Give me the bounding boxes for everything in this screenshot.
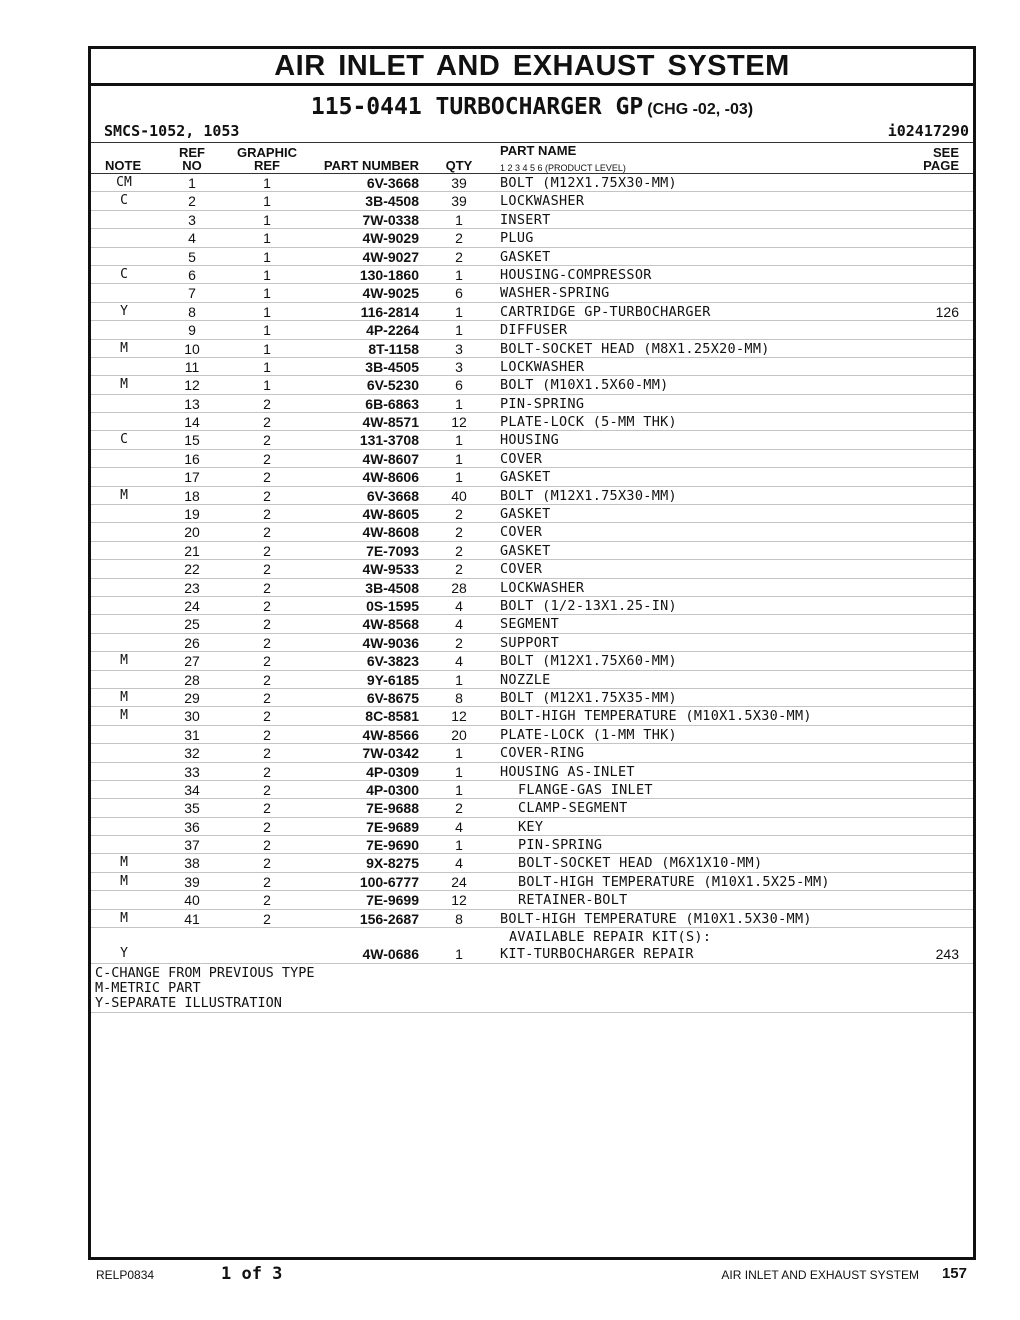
part-name-cell: HOUSING AS-INLET (500, 763, 635, 780)
table-row (91, 211, 973, 229)
ref-no-cell: 1 (188, 175, 196, 191)
ref-no-cell: 34 (184, 781, 200, 798)
part-number-cell: 7W-0342 (362, 745, 419, 762)
table-row (91, 174, 973, 192)
legend-metric: M-METRIC PART (95, 979, 201, 996)
ref-no-cell: 4 (188, 230, 196, 247)
part-name-cell: HOUSING (500, 432, 559, 449)
note-cell: M (120, 910, 128, 926)
note-cell: M (120, 689, 128, 705)
ref-no-cell: 40 (184, 892, 200, 909)
part-name-cell: PIN-SPRING (518, 837, 603, 854)
note-cell: C (120, 266, 128, 282)
ref-no-cell: 27 (184, 653, 200, 670)
qty-cell: 6 (455, 377, 463, 394)
part-name-cell: GASKET (500, 506, 551, 523)
part-number-cell: 4W-8605 (362, 506, 419, 523)
qty-cell: 24 (451, 873, 467, 890)
part-number-cell: 6V-3668 (366, 175, 419, 191)
part-name-cell: BOLT (M10X1.5X60-MM) (500, 377, 669, 394)
table-row (91, 910, 973, 928)
note-cell: M (120, 377, 128, 393)
part-name-cell: GASKET (500, 469, 551, 486)
page-footer (0, 1262, 1020, 1286)
part-name-cell: NOZZLE (500, 671, 551, 688)
col-product-level: 1 2 3 4 5 6 (PRODUCT LEVEL) (500, 163, 626, 173)
change-note: (CHG -02, -03) (647, 101, 754, 118)
graphic-ref-cell: 1 (263, 285, 271, 302)
part-name-cell: PIN-SPRING (500, 395, 585, 412)
part-number-cell: 8C-8581 (365, 708, 419, 725)
graphic-ref-cell: 2 (263, 432, 271, 449)
part-name-cell: BOLT (M12X1.75X35-MM) (500, 689, 677, 706)
ref-no-cell: 24 (184, 597, 200, 614)
graphic-ref-cell: 1 (263, 266, 271, 283)
part-name-cell: DIFFUSER (500, 322, 568, 339)
table-row (91, 450, 973, 468)
kit-name: KIT-TURBOCHARGER REPAIR (500, 946, 694, 963)
ref-no-cell: 32 (184, 745, 200, 762)
qty-cell: 1 (455, 763, 463, 780)
table-row (91, 266, 973, 284)
part-number-cell: 7E-9689 (366, 818, 419, 835)
table-row (91, 707, 973, 725)
graphic-ref-cell: 2 (263, 763, 271, 780)
graphic-ref-cell: 2 (263, 487, 271, 504)
table-row (91, 468, 973, 486)
note-cell: M (120, 487, 128, 503)
part-number-cell: 6V-8675 (366, 689, 419, 706)
part-number-cell: 3B-4508 (365, 193, 419, 210)
part-number-cell: 4W-9533 (362, 561, 419, 578)
part-number-cell: 9X-8275 (366, 855, 419, 872)
table-row (91, 487, 973, 505)
footer-section: AIR INLET AND EXHAUST SYSTEM (721, 1268, 919, 1282)
qty-cell: 12 (451, 892, 467, 909)
graphic-ref-cell: 2 (263, 414, 271, 431)
ref-no-cell: 41 (184, 910, 200, 927)
table-row (91, 597, 973, 615)
part-number-cell: 3B-4508 (365, 579, 419, 596)
qty-cell: 1 (455, 837, 463, 854)
table-row (91, 248, 973, 266)
part-number-cell: 4P-2264 (366, 322, 419, 339)
qty-cell: 1 (455, 322, 463, 339)
graphic-ref-cell: 1 (263, 358, 271, 375)
ref-no-cell: 23 (184, 579, 200, 596)
table-row (91, 303, 973, 321)
kit-qty: 1 (455, 946, 463, 963)
kit-part-number: 4W-0686 (362, 946, 419, 963)
table-row (91, 873, 973, 891)
part-name-cell: SUPPORT (500, 634, 559, 651)
ref-no-cell: 2 (188, 193, 196, 210)
qty-cell: 40 (451, 487, 467, 504)
ref-no-cell: 13 (184, 395, 200, 412)
ref-no-cell: 26 (184, 634, 200, 651)
table-row (91, 523, 973, 541)
ref-no-cell: 19 (184, 506, 200, 523)
part-name-cell: PLUG (500, 230, 534, 247)
col-see-bottom: PAGE (923, 158, 959, 173)
col-note: NOTE (105, 158, 142, 173)
part-number-cell: 4W-8566 (362, 726, 419, 743)
qty-cell: 1 (455, 395, 463, 412)
part-name-cell: LOCKWASHER (500, 193, 585, 210)
col-see-top: SEE (932, 145, 959, 160)
graphic-ref-cell: 2 (263, 910, 271, 927)
qty-cell: 2 (455, 561, 463, 578)
ref-no-cell: 35 (184, 800, 200, 817)
see-page-cell: 126 (935, 303, 959, 320)
part-number-cell: 6B-6863 (365, 395, 419, 412)
graphic-ref-cell: 2 (263, 450, 271, 467)
graphic-ref-cell: 2 (263, 524, 271, 541)
graphic-ref-cell: 2 (263, 671, 271, 688)
part-number-cell: 7W-0338 (362, 211, 419, 228)
qty-cell: 2 (455, 800, 463, 817)
note-cell: M (120, 855, 128, 871)
qty-cell: 8 (455, 910, 463, 927)
qty-cell: 3 (455, 340, 463, 357)
table-row (91, 229, 973, 247)
part-number-cell: 6V-5230 (366, 377, 419, 394)
graphic-ref-cell: 2 (263, 689, 271, 706)
qty-cell: 28 (451, 579, 467, 596)
table-row (91, 395, 973, 413)
part-number-cell: 4P-0309 (366, 763, 419, 780)
kit-see-page: 243 (935, 946, 959, 963)
table-row (91, 505, 973, 523)
qty-cell: 6 (455, 285, 463, 302)
qty-cell: 1 (455, 303, 463, 320)
group-title (91, 86, 973, 120)
part-name-cell: HOUSING-COMPRESSOR (500, 266, 652, 283)
ref-no-cell: 20 (184, 524, 200, 541)
part-number-cell: 130-1860 (359, 266, 419, 283)
graphic-ref-cell: 1 (263, 377, 271, 394)
part-number-cell: 6V-3823 (366, 653, 419, 670)
note-cell: M (120, 708, 128, 724)
table-row (91, 634, 973, 652)
ref-no-cell: 15 (184, 432, 200, 449)
table-row (91, 689, 973, 707)
qty-cell: 2 (455, 542, 463, 559)
part-number-cell: 7E-9688 (366, 800, 419, 817)
qty-cell: 1 (455, 745, 463, 762)
part-number-cell: 8T-1158 (368, 340, 419, 357)
qty-cell: 1 (455, 671, 463, 688)
qty-cell: 1 (455, 432, 463, 449)
qty-cell: 8 (455, 689, 463, 706)
table-row (91, 854, 973, 872)
part-number-cell: 0S-1595 (366, 597, 419, 614)
graphic-ref-cell: 2 (263, 818, 271, 835)
graphic-ref-cell: 2 (263, 726, 271, 743)
smcs-codes: SMCS-1052, 1053 (104, 122, 240, 140)
ref-no-cell: 12 (184, 377, 200, 394)
part-name-cell: BOLT-HIGH TEMPERATURE (M10X1.5X30-MM) (500, 708, 812, 725)
part-number-cell: 6V-3668 (366, 487, 419, 504)
part-number-cell: 116-2814 (360, 303, 419, 320)
qty-cell: 20 (451, 726, 467, 743)
ref-no-cell: 36 (184, 818, 200, 835)
note-cell: C (120, 432, 128, 448)
table-row (91, 579, 973, 597)
graphic-ref-cell: 2 (263, 634, 271, 651)
part-name-cell: PLATE-LOCK (1-MM THK) (500, 726, 677, 743)
part-number-cell: 4W-8608 (362, 524, 419, 541)
table-row (91, 836, 973, 854)
qty-cell: 1 (455, 266, 463, 283)
smcs-line (91, 116, 973, 143)
part-name-cell: CLAMP-SEGMENT (518, 800, 628, 817)
part-number-cell: 3B-4505 (365, 358, 419, 375)
qty-cell: 2 (455, 634, 463, 651)
note-cell: M (120, 873, 128, 889)
part-name-cell: COVER (500, 450, 543, 467)
part-name-cell: COVER-RING (500, 745, 585, 762)
part-name-cell: LOCKWASHER (500, 358, 585, 375)
kit-note: Y (120, 946, 128, 962)
part-name-cell: BOLT (1/2-13X1.25-IN) (500, 597, 677, 614)
part-name-cell: BOLT-HIGH TEMPERATURE (M10X1.5X25-MM) (518, 873, 830, 890)
qty-cell: 39 (451, 175, 467, 191)
part-number-cell: 100-6777 (359, 873, 419, 890)
col-graphic-top: GRAPHIC (237, 145, 297, 160)
part-name-cell: PLATE-LOCK (5-MM THK) (500, 414, 677, 431)
ref-no-cell: 29 (184, 689, 200, 706)
table-row (91, 340, 973, 358)
ref-no-cell: 17 (184, 469, 200, 486)
col-qty: QTY (445, 158, 473, 173)
table-row (91, 376, 973, 394)
publication-code: RELP0834 (96, 1268, 155, 1282)
kit-heading: AVAILABLE REPAIR KIT(S): (509, 929, 712, 946)
ref-no-cell: 31 (184, 726, 200, 743)
part-number-cell: 9Y-6185 (366, 671, 419, 688)
qty-cell: 2 (455, 248, 463, 265)
page-title: AIR INLET AND EXHAUST SYSTEM (91, 49, 973, 86)
table-row (91, 560, 973, 578)
ref-no-cell: 7 (188, 285, 196, 302)
graphic-ref-cell: 1 (263, 175, 271, 191)
qty-cell: 4 (455, 597, 463, 614)
graphic-ref-cell: 2 (263, 395, 271, 412)
part-name-cell: LOCKWASHER (500, 579, 585, 596)
graphic-ref-cell: 2 (263, 561, 271, 578)
part-name-cell: BOLT (M12X1.75X30-MM) (500, 487, 677, 504)
table-row (91, 818, 973, 836)
qty-cell: 1 (455, 469, 463, 486)
graphic-ref-cell: 2 (263, 579, 271, 596)
ref-no-cell: 38 (184, 855, 200, 872)
part-name-cell: SEGMENT (500, 616, 559, 633)
graphic-ref-cell: 2 (263, 616, 271, 633)
graphic-ref-cell: 2 (263, 745, 271, 762)
graphic-ref-cell: 2 (263, 855, 271, 872)
graphic-ref-cell: 1 (263, 322, 271, 339)
ref-no-cell: 28 (184, 671, 200, 688)
ref-no-cell: 16 (184, 450, 200, 467)
part-number-cell: 131-3708 (359, 432, 419, 449)
graphic-ref-cell: 2 (263, 653, 271, 670)
part-number-cell: 7E-9699 (366, 892, 419, 909)
table-row (91, 321, 973, 339)
graphic-ref-cell: 2 (263, 781, 271, 798)
legend-change: C-CHANGE FROM PREVIOUS TYPE (95, 964, 315, 981)
part-name-cell: CARTRIDGE GP-TURBOCHARGER (500, 303, 711, 320)
part-number-cell: 7E-7093 (366, 542, 419, 559)
kit-heading-row (91, 928, 973, 945)
part-name-cell: GASKET (500, 542, 551, 559)
table-row (91, 284, 973, 302)
table-row (91, 763, 973, 781)
ref-no-cell: 14 (184, 414, 200, 431)
part-number-cell: 4W-9025 (362, 285, 419, 302)
ref-no-cell: 30 (184, 708, 200, 725)
ref-no-cell: 18 (184, 487, 200, 504)
qty-cell: 1 (455, 781, 463, 798)
graphic-ref-cell: 1 (263, 230, 271, 247)
part-number-cell: 4W-8571 (362, 414, 419, 431)
ref-no-cell: 39 (184, 873, 200, 890)
part-number-cell: 4W-8607 (362, 450, 419, 467)
ref-no-cell: 5 (188, 248, 196, 265)
part-number-cell: 4P-0300 (366, 781, 419, 798)
qty-cell: 2 (455, 230, 463, 247)
part-name-cell: BOLT (M12X1.75X30-MM) (500, 175, 677, 191)
page-number: 157 (941, 1265, 967, 1282)
note-cell: M (120, 653, 128, 669)
qty-cell: 4 (455, 818, 463, 835)
graphic-ref-cell: 2 (263, 542, 271, 559)
qty-cell: 12 (451, 708, 467, 725)
ref-no-cell: 25 (184, 616, 200, 633)
note-cell: M (120, 340, 128, 356)
table-row (91, 799, 973, 817)
part-number-cell: 4W-9027 (362, 248, 419, 265)
ref-no-cell: 33 (184, 763, 200, 780)
ref-no-cell: 8 (188, 303, 196, 320)
part-number-cell: 7E-9690 (366, 837, 419, 854)
qty-cell: 12 (451, 414, 467, 431)
graphic-ref-cell: 2 (263, 837, 271, 854)
document-id: i02417290 (887, 122, 969, 140)
part-name-cell: BOLT-HIGH TEMPERATURE (M10X1.5X30-MM) (500, 910, 812, 927)
part-number-cell: 4W-9029 (362, 230, 419, 247)
table-row (91, 726, 973, 744)
graphic-ref-cell: 2 (263, 800, 271, 817)
group-name: 115-0441 TURBOCHARGER GP (310, 94, 644, 120)
part-number-cell: 4W-9036 (362, 634, 419, 651)
graphic-ref-cell: 1 (263, 211, 271, 228)
col-graphic-bottom: REF (254, 158, 280, 173)
part-name-cell: BOLT (M12X1.75X60-MM) (500, 653, 677, 670)
ref-no-cell: 3 (188, 211, 196, 228)
qty-cell: 1 (455, 211, 463, 228)
part-name-cell: FLANGE-GAS INLET (518, 781, 653, 798)
qty-cell: 4 (455, 653, 463, 670)
col-part-name: PART NAME (500, 143, 577, 158)
part-name-cell: RETAINER-BOLT (518, 892, 628, 909)
col-part-number: PART NUMBER (323, 158, 419, 173)
table-row (91, 652, 973, 670)
ref-no-cell: 21 (184, 542, 200, 559)
note-cell: Y (120, 303, 128, 319)
table-row (91, 615, 973, 633)
table-row (91, 781, 973, 799)
ref-no-cell: 37 (184, 837, 200, 854)
qty-cell: 39 (451, 193, 467, 210)
qty-cell: 1 (455, 450, 463, 467)
graphic-ref-cell: 2 (263, 469, 271, 486)
table-row (91, 431, 973, 449)
part-name-cell: BOLT-SOCKET HEAD (M6X1X10-MM) (518, 855, 763, 872)
parts-list-frame (88, 46, 976, 1260)
col-ref-bottom: NO (182, 158, 202, 173)
ref-no-cell: 9 (188, 322, 196, 339)
graphic-ref-cell: 2 (263, 708, 271, 725)
qty-cell: 4 (455, 855, 463, 872)
graphic-ref-cell: 1 (263, 193, 271, 210)
ref-no-cell: 11 (184, 358, 200, 375)
graphic-ref-cell: 2 (263, 597, 271, 614)
table-row (91, 671, 973, 689)
part-name-cell: INSERT (500, 211, 551, 228)
part-name-cell: GASKET (500, 248, 551, 265)
qty-cell: 4 (455, 616, 463, 633)
qty-cell: 3 (455, 358, 463, 375)
note-cell: CM (116, 175, 132, 190)
note-cell: C (120, 193, 128, 209)
table-row (91, 744, 973, 762)
table-header (91, 143, 973, 174)
graphic-ref-cell: 1 (263, 303, 271, 320)
table-row (91, 413, 973, 431)
table-row (91, 891, 973, 909)
part-number-cell: 4W-8568 (362, 616, 419, 633)
graphic-ref-cell: 2 (263, 873, 271, 890)
col-ref-top: REF (179, 145, 205, 160)
parts-table-body (91, 174, 973, 928)
page-of: 1 of 3 (221, 1264, 283, 1284)
graphic-ref-cell: 2 (263, 506, 271, 523)
kit-row (91, 945, 973, 963)
ref-no-cell: 6 (188, 266, 196, 283)
qty-cell: 2 (455, 506, 463, 523)
ref-no-cell: 10 (184, 340, 200, 357)
part-name-cell: BOLT-SOCKET HEAD (M8X1.25X20-MM) (500, 340, 770, 357)
ref-no-cell: 22 (184, 561, 200, 578)
part-number-cell: 156-2687 (359, 910, 419, 927)
qty-cell: 2 (455, 524, 463, 541)
legend (91, 964, 973, 1013)
table-row (91, 542, 973, 560)
graphic-ref-cell: 1 (263, 248, 271, 265)
legend-illustration: Y-SEPARATE ILLUSTRATION (95, 994, 282, 1011)
table-row (91, 358, 973, 376)
part-name-cell: WASHER-SPRING (500, 285, 610, 302)
graphic-ref-cell: 1 (263, 340, 271, 357)
graphic-ref-cell: 2 (263, 892, 271, 909)
part-number-cell: 4W-8606 (362, 469, 419, 486)
part-name-cell: KEY (518, 818, 544, 835)
part-name-cell: COVER (500, 524, 543, 541)
table-row (91, 192, 973, 210)
part-name-cell: COVER (500, 561, 543, 578)
